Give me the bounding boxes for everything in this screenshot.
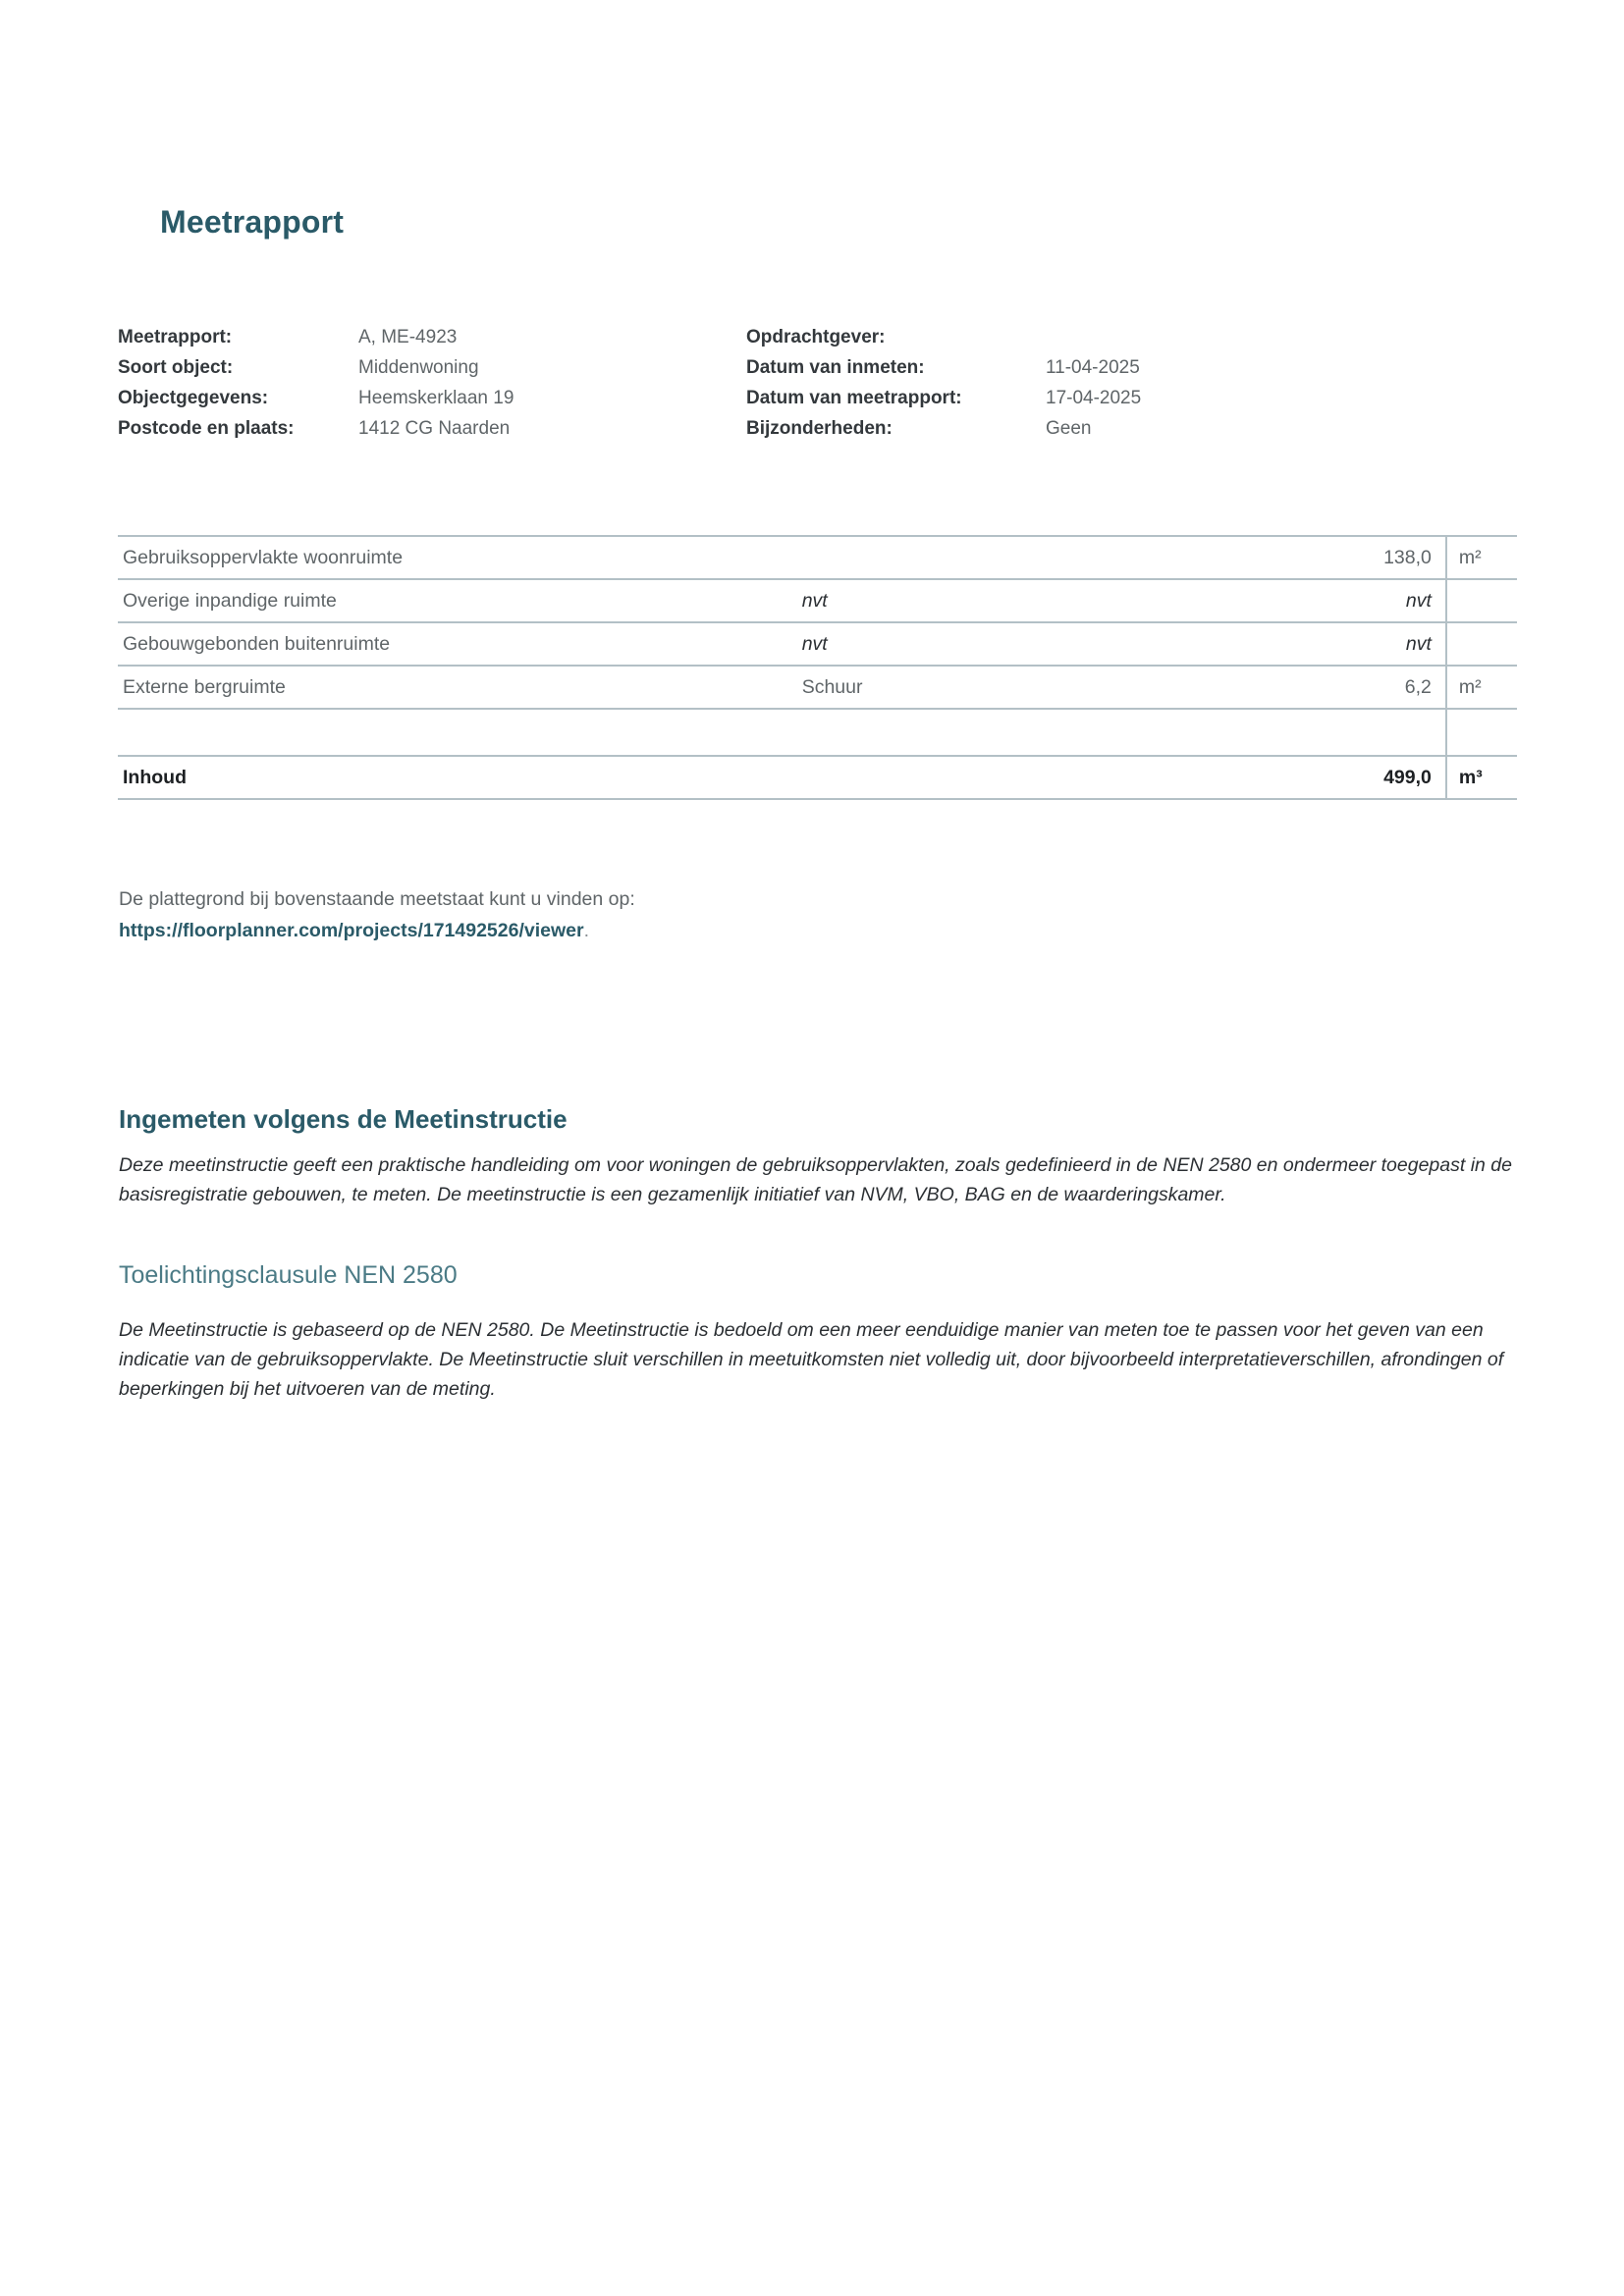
total-unit: m³ (1446, 756, 1517, 799)
table-row (118, 666, 1517, 709)
floorplan-link-block (119, 883, 635, 946)
row-detail (802, 536, 1216, 579)
info-value: 11-04-2025 (1046, 357, 1140, 378)
floorplan-link[interactable]: https://floorplanner.com/projects/171492526/viewer (119, 920, 584, 941)
table-row (118, 579, 1517, 622)
total-value: 499,0 (1215, 756, 1446, 799)
section-clause-paragraph: De Meetinstructie is gebaseerd op de NEN 2580. De Meetinstructie is bedoeld om een meer eenduidige manier van meten toe te passen voor het geven van een indicatie van de gebruiksoppervlakte. De Meetinstructie sluit verschillen in meetuitkomsten niet volledig uit, door bijvoorbeeld interpretatieverschillen, afrondingen of beperkingen bij het uitvoeren van de meting. (119, 1319, 1504, 1400)
row-label: Gebruiksoppervlakte woonruimte (118, 536, 802, 579)
info-label: Datum van inmeten: (746, 357, 925, 378)
row-value: 6,2 (1215, 666, 1446, 709)
row-detail: nvt (802, 622, 1216, 666)
info-label: Opdrachtgever: (746, 327, 886, 347)
info-value: Middenwoning (358, 357, 479, 378)
info-value (1046, 322, 1141, 352)
property-info-block (118, 322, 1512, 444)
row-detail: nvt (802, 579, 1216, 622)
spacer-cell (1446, 709, 1517, 756)
info-value: Heemskerklaan 19 (358, 388, 514, 408)
info-labels-left (118, 322, 358, 444)
row-unit (1446, 579, 1517, 622)
row-value: nvt (1215, 622, 1446, 666)
table-row (118, 622, 1517, 666)
info-values-right (1046, 322, 1141, 444)
info-value: 17-04-2025 (1046, 388, 1142, 408)
info-label: Bijzonderheden: (746, 418, 893, 439)
info-label: Objectgegevens: (118, 388, 269, 408)
info-label: Postcode en plaats: (118, 418, 295, 439)
spacer-cell (118, 709, 802, 756)
info-value: A, ME-4923 (358, 327, 458, 347)
row-unit (1446, 622, 1517, 666)
info-value: Geen (1046, 418, 1092, 439)
section-intro-paragraph: Deze meetinstructie geeft een praktische handleiding om voor woningen de gebruiksoppervlakten, zoals gedefinieerd in de NEN 2580 en ondermeer toegepast in de basisregistratie gebouwen, te meten. De meetinstructie is een gezamenlijk initiatief van NVM, VBO, BAG en de waarderingskamer. (119, 1154, 1512, 1205)
info-labels-right (746, 322, 1046, 444)
table-spacer-row (118, 709, 1517, 756)
table-total-row (118, 756, 1517, 799)
row-label: Externe bergruimte (118, 666, 802, 709)
floorplan-link-row (119, 915, 635, 946)
floorplan-link-trailing: . (583, 920, 590, 941)
measurement-table (118, 535, 1517, 800)
info-value: 1412 CG Naarden (358, 418, 511, 439)
spacer-cell (1215, 709, 1446, 756)
info-column-left (118, 322, 746, 444)
page-title: Meetrapport (160, 204, 345, 240)
section-heading: Ingemeten volgens de Meetinstructie (119, 1104, 568, 1134)
total-label: Inhoud (118, 756, 802, 799)
info-label: Meetrapport: (118, 327, 233, 347)
info-label: Soort object: (118, 357, 234, 378)
row-value: 138,0 (1215, 536, 1446, 579)
total-detail (802, 756, 1216, 799)
info-values-left (358, 322, 514, 444)
table-row (118, 536, 1517, 579)
section-sub-heading: Toelichtingsclausule NEN 2580 (119, 1261, 458, 1289)
row-unit: m² (1446, 666, 1517, 709)
row-unit: m² (1446, 536, 1517, 579)
info-column-right (746, 322, 1434, 444)
row-label: Gebouwgebonden buitenruimte (118, 622, 802, 666)
row-label: Overige inpandige ruimte (118, 579, 802, 622)
row-value: nvt (1215, 579, 1446, 622)
floorplan-link-intro: De plattegrond bij bovenstaande meetstaat kunt u vinden op: (119, 888, 635, 910)
row-detail: Schuur (802, 666, 1216, 709)
spacer-cell (802, 709, 1216, 756)
info-label: Datum van meetrapport: (746, 388, 962, 408)
